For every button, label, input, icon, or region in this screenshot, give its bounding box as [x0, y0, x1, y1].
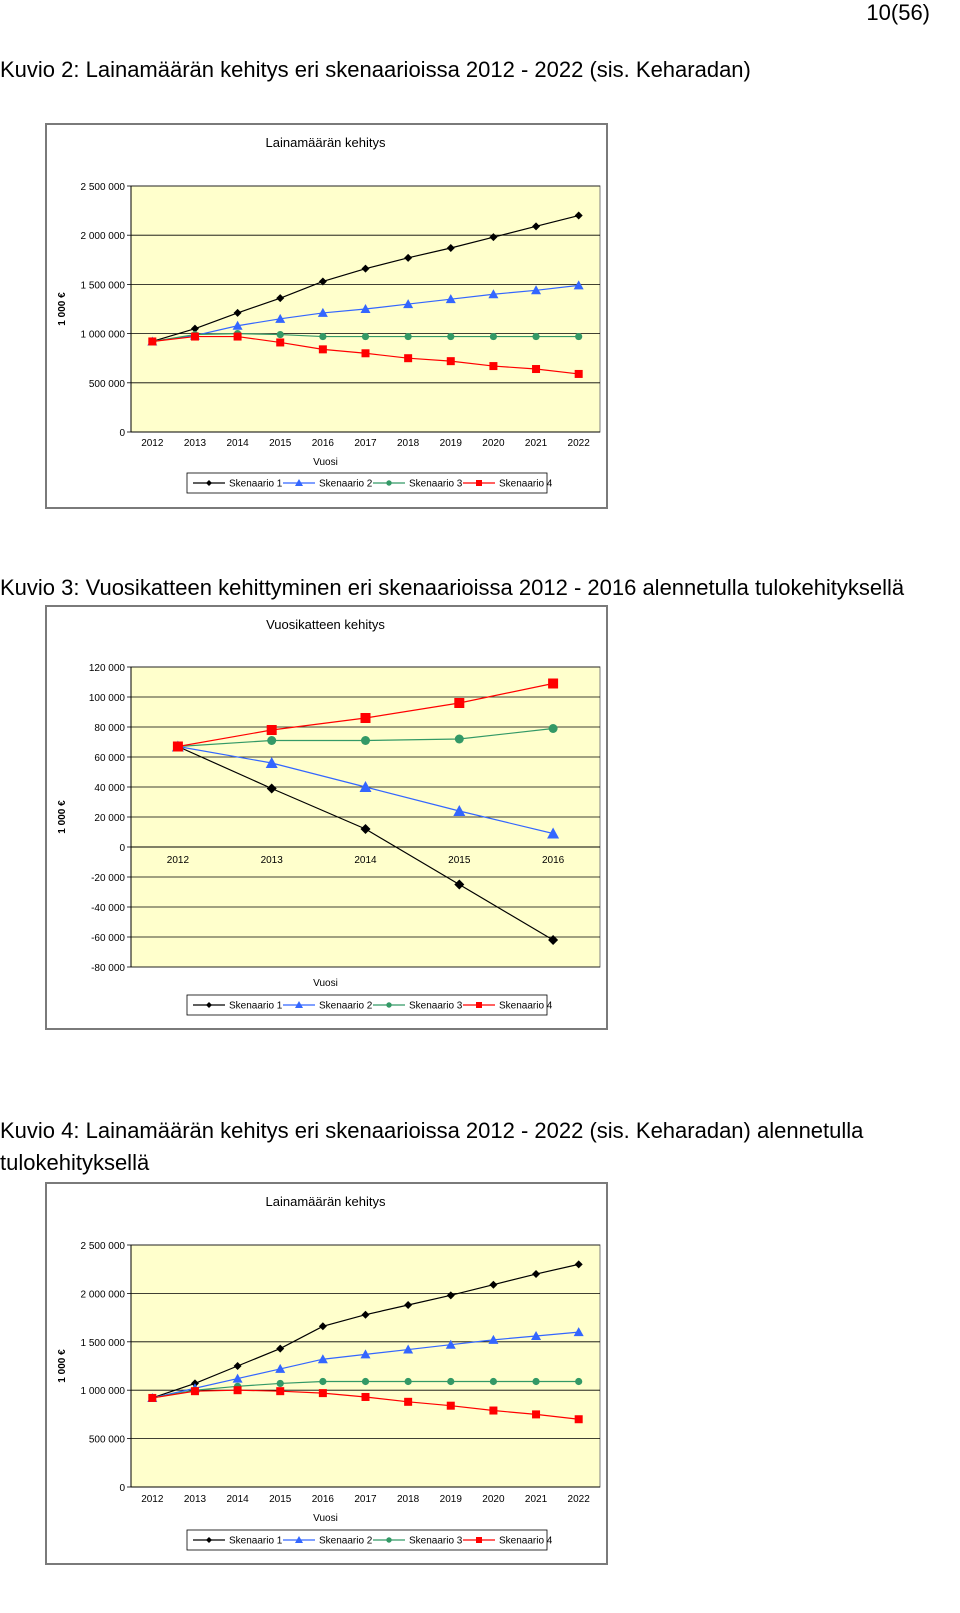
y-tick-label: -80 000 [91, 963, 125, 974]
annual-margin-chart [45, 605, 608, 1030]
y-tick-label: 2 500 000 [80, 1241, 125, 1252]
x-tick-label: 2012 [141, 1494, 164, 1505]
data-point [405, 1378, 412, 1385]
legend-label: Skenaario 3 [409, 1000, 463, 1012]
data-point [404, 1398, 412, 1406]
y-tick-label: 20 000 [94, 813, 125, 824]
x-tick-label: 2019 [439, 1494, 462, 1505]
data-point [148, 337, 156, 345]
data-point [489, 362, 497, 370]
x-tick-label: 2020 [482, 438, 505, 449]
data-point [362, 333, 369, 340]
legend-label: Skenaario 4 [499, 478, 553, 490]
figure-caption-kuvio-2: Kuvio 2: Lainamäärän kehitys eri skenaarioissa 2012 - 2022 (sis. Keharadan) [0, 57, 751, 82]
x-tick-label: 2017 [354, 438, 377, 449]
data-point [548, 679, 558, 689]
data-point [405, 333, 412, 340]
data-point [532, 1410, 540, 1418]
legend [187, 473, 553, 493]
data-point [173, 742, 183, 752]
legend-label: Skenaario 4 [499, 1000, 553, 1012]
data-point [361, 713, 371, 723]
y-tick-label: 0 [119, 428, 125, 439]
data-point [319, 1389, 327, 1397]
data-point [404, 354, 412, 362]
x-tick-label: 2014 [226, 438, 249, 449]
y-axis-label: 1 000 € [57, 1349, 68, 1383]
x-tick-label: 2014 [226, 1494, 249, 1505]
data-point [191, 1387, 199, 1395]
y-axis-label: 1 000 € [57, 292, 68, 326]
legend-marker [476, 1002, 482, 1008]
legend-label: Skenaario 1 [229, 478, 283, 490]
figure-caption-kuvio-4: Kuvio 4: Lainamäärän kehitys eri skenaarioissa 2012 - 2022 (sis. Keharadan) alennetulla tulokehityksellä [0, 1118, 864, 1175]
data-point [319, 345, 327, 353]
plot-area [131, 1245, 600, 1487]
y-tick-label: 80 000 [94, 723, 125, 734]
data-point [532, 365, 540, 373]
chart-title: Vuosikatteen kehitys [266, 617, 385, 632]
legend-label: Skenaario 2 [319, 478, 373, 490]
y-tick-label: 1 500 000 [80, 280, 125, 292]
data-point [276, 338, 284, 346]
legend-label: Skenaario 3 [409, 478, 463, 490]
data-point [276, 1387, 284, 1395]
data-point [234, 1386, 242, 1394]
y-axis-label: 1 000 € [57, 800, 68, 834]
data-point [234, 333, 242, 341]
data-point [447, 1378, 454, 1385]
legend-marker [476, 1537, 482, 1543]
data-point [490, 1378, 497, 1385]
chart-title: Lainamäärän kehitys [265, 1194, 386, 1209]
page-number: 10(56) [866, 0, 930, 25]
y-tick-label: -40 000 [91, 903, 125, 914]
data-point [447, 357, 455, 365]
data-point [191, 333, 199, 341]
legend [187, 1530, 553, 1550]
legend-marker [386, 1002, 391, 1007]
data-point [267, 736, 276, 745]
legend-marker [386, 1537, 391, 1542]
data-point [532, 1378, 539, 1385]
x-tick-label: 2012 [141, 438, 164, 449]
loan-amount-reduced-chart [45, 1182, 608, 1565]
data-point [532, 333, 539, 340]
y-tick-label: 60 000 [94, 753, 125, 764]
y-tick-label: -60 000 [91, 933, 125, 944]
y-tick-label: 500 000 [88, 378, 125, 390]
x-tick-label: 2016 [311, 1494, 334, 1505]
data-point [549, 724, 558, 733]
data-point [319, 333, 326, 340]
x-tick-label: 2021 [524, 438, 548, 449]
data-point [455, 735, 464, 744]
y-tick-label: 100 000 [88, 693, 125, 704]
x-tick-label: 2022 [567, 438, 590, 449]
x-tick-label: 2015 [448, 855, 471, 866]
y-tick-label: 1 000 000 [80, 329, 125, 341]
x-tick-label: 2013 [183, 438, 207, 449]
y-tick-label: 2 000 000 [80, 231, 125, 243]
x-tick-label: 2017 [354, 1494, 377, 1505]
x-axis-label: Vuosi [313, 457, 338, 468]
x-tick-label: 2018 [397, 438, 420, 449]
y-tick-label: -20 000 [91, 873, 125, 884]
x-tick-label: 2013 [183, 1494, 207, 1505]
legend-label: Skenaario 3 [409, 1535, 463, 1547]
x-tick-label: 2016 [541, 855, 565, 866]
legend-label: Skenaario 1 [229, 1000, 283, 1012]
data-point [575, 1378, 582, 1385]
data-point [362, 1393, 370, 1401]
data-point [267, 725, 277, 735]
annual-margin-chart-svg [47, 607, 606, 1028]
data-point [575, 333, 582, 340]
legend-marker [476, 480, 482, 486]
x-tick-label: 2015 [269, 1494, 292, 1505]
x-tick-label: 2022 [567, 1494, 590, 1505]
y-tick-label: 40 000 [94, 783, 125, 794]
legend-label: Skenaario 2 [319, 1535, 373, 1547]
x-tick-label: 2015 [269, 438, 292, 449]
x-tick-label: 2020 [482, 1494, 505, 1505]
x-tick-label: 2018 [397, 1494, 420, 1505]
x-tick-label: 2013 [260, 855, 283, 866]
y-tick-label: 2 500 000 [80, 182, 125, 193]
x-tick-label: 2014 [354, 855, 377, 866]
x-tick-label: 2016 [311, 438, 334, 449]
data-point [447, 333, 454, 340]
legend-label: Skenaario 4 [499, 1535, 553, 1547]
data-point [361, 736, 370, 745]
legend-label: Skenaario 2 [319, 1000, 373, 1012]
data-point [277, 1380, 284, 1387]
data-point [454, 698, 464, 708]
x-axis-label: Vuosi [313, 978, 338, 989]
chart-title: Lainamäärän kehitys [265, 135, 386, 150]
loan-amount-reduced-chart-svg [47, 1184, 606, 1563]
y-tick-label: 1 000 000 [80, 1386, 125, 1398]
loan-amount-chart [45, 123, 608, 509]
figure-caption-kuvio-3: Kuvio 3: Vuosikatteen kehittyminen eri skenaarioissa 2012 - 2016 alennetulla tulokehityksellä [0, 575, 905, 600]
legend-marker [386, 480, 391, 485]
x-tick-label: 2019 [439, 438, 462, 449]
legend [187, 995, 553, 1015]
data-point [319, 1378, 326, 1385]
y-tick-label: 120 000 [88, 663, 125, 674]
data-point [148, 1394, 156, 1402]
legend-label: Skenaario 1 [229, 1535, 283, 1547]
y-tick-label: 500 000 [88, 1434, 125, 1446]
data-point [575, 1415, 583, 1423]
y-tick-label: 1 500 000 [80, 1337, 125, 1349]
x-tick-label: 2021 [524, 1494, 548, 1505]
data-point [362, 349, 370, 357]
y-tick-label: 0 [119, 1483, 125, 1494]
data-point [489, 1407, 497, 1415]
y-tick-label: 0 [119, 843, 125, 854]
data-point [362, 1378, 369, 1385]
data-point [277, 331, 284, 338]
x-axis-label: Vuosi [313, 1513, 338, 1524]
data-point [575, 370, 583, 378]
data-point [447, 1402, 455, 1410]
y-tick-label: 2 000 000 [80, 1289, 125, 1301]
loan-amount-chart-svg [47, 125, 606, 507]
data-point [490, 333, 497, 340]
x-tick-label: 2012 [166, 855, 190, 866]
